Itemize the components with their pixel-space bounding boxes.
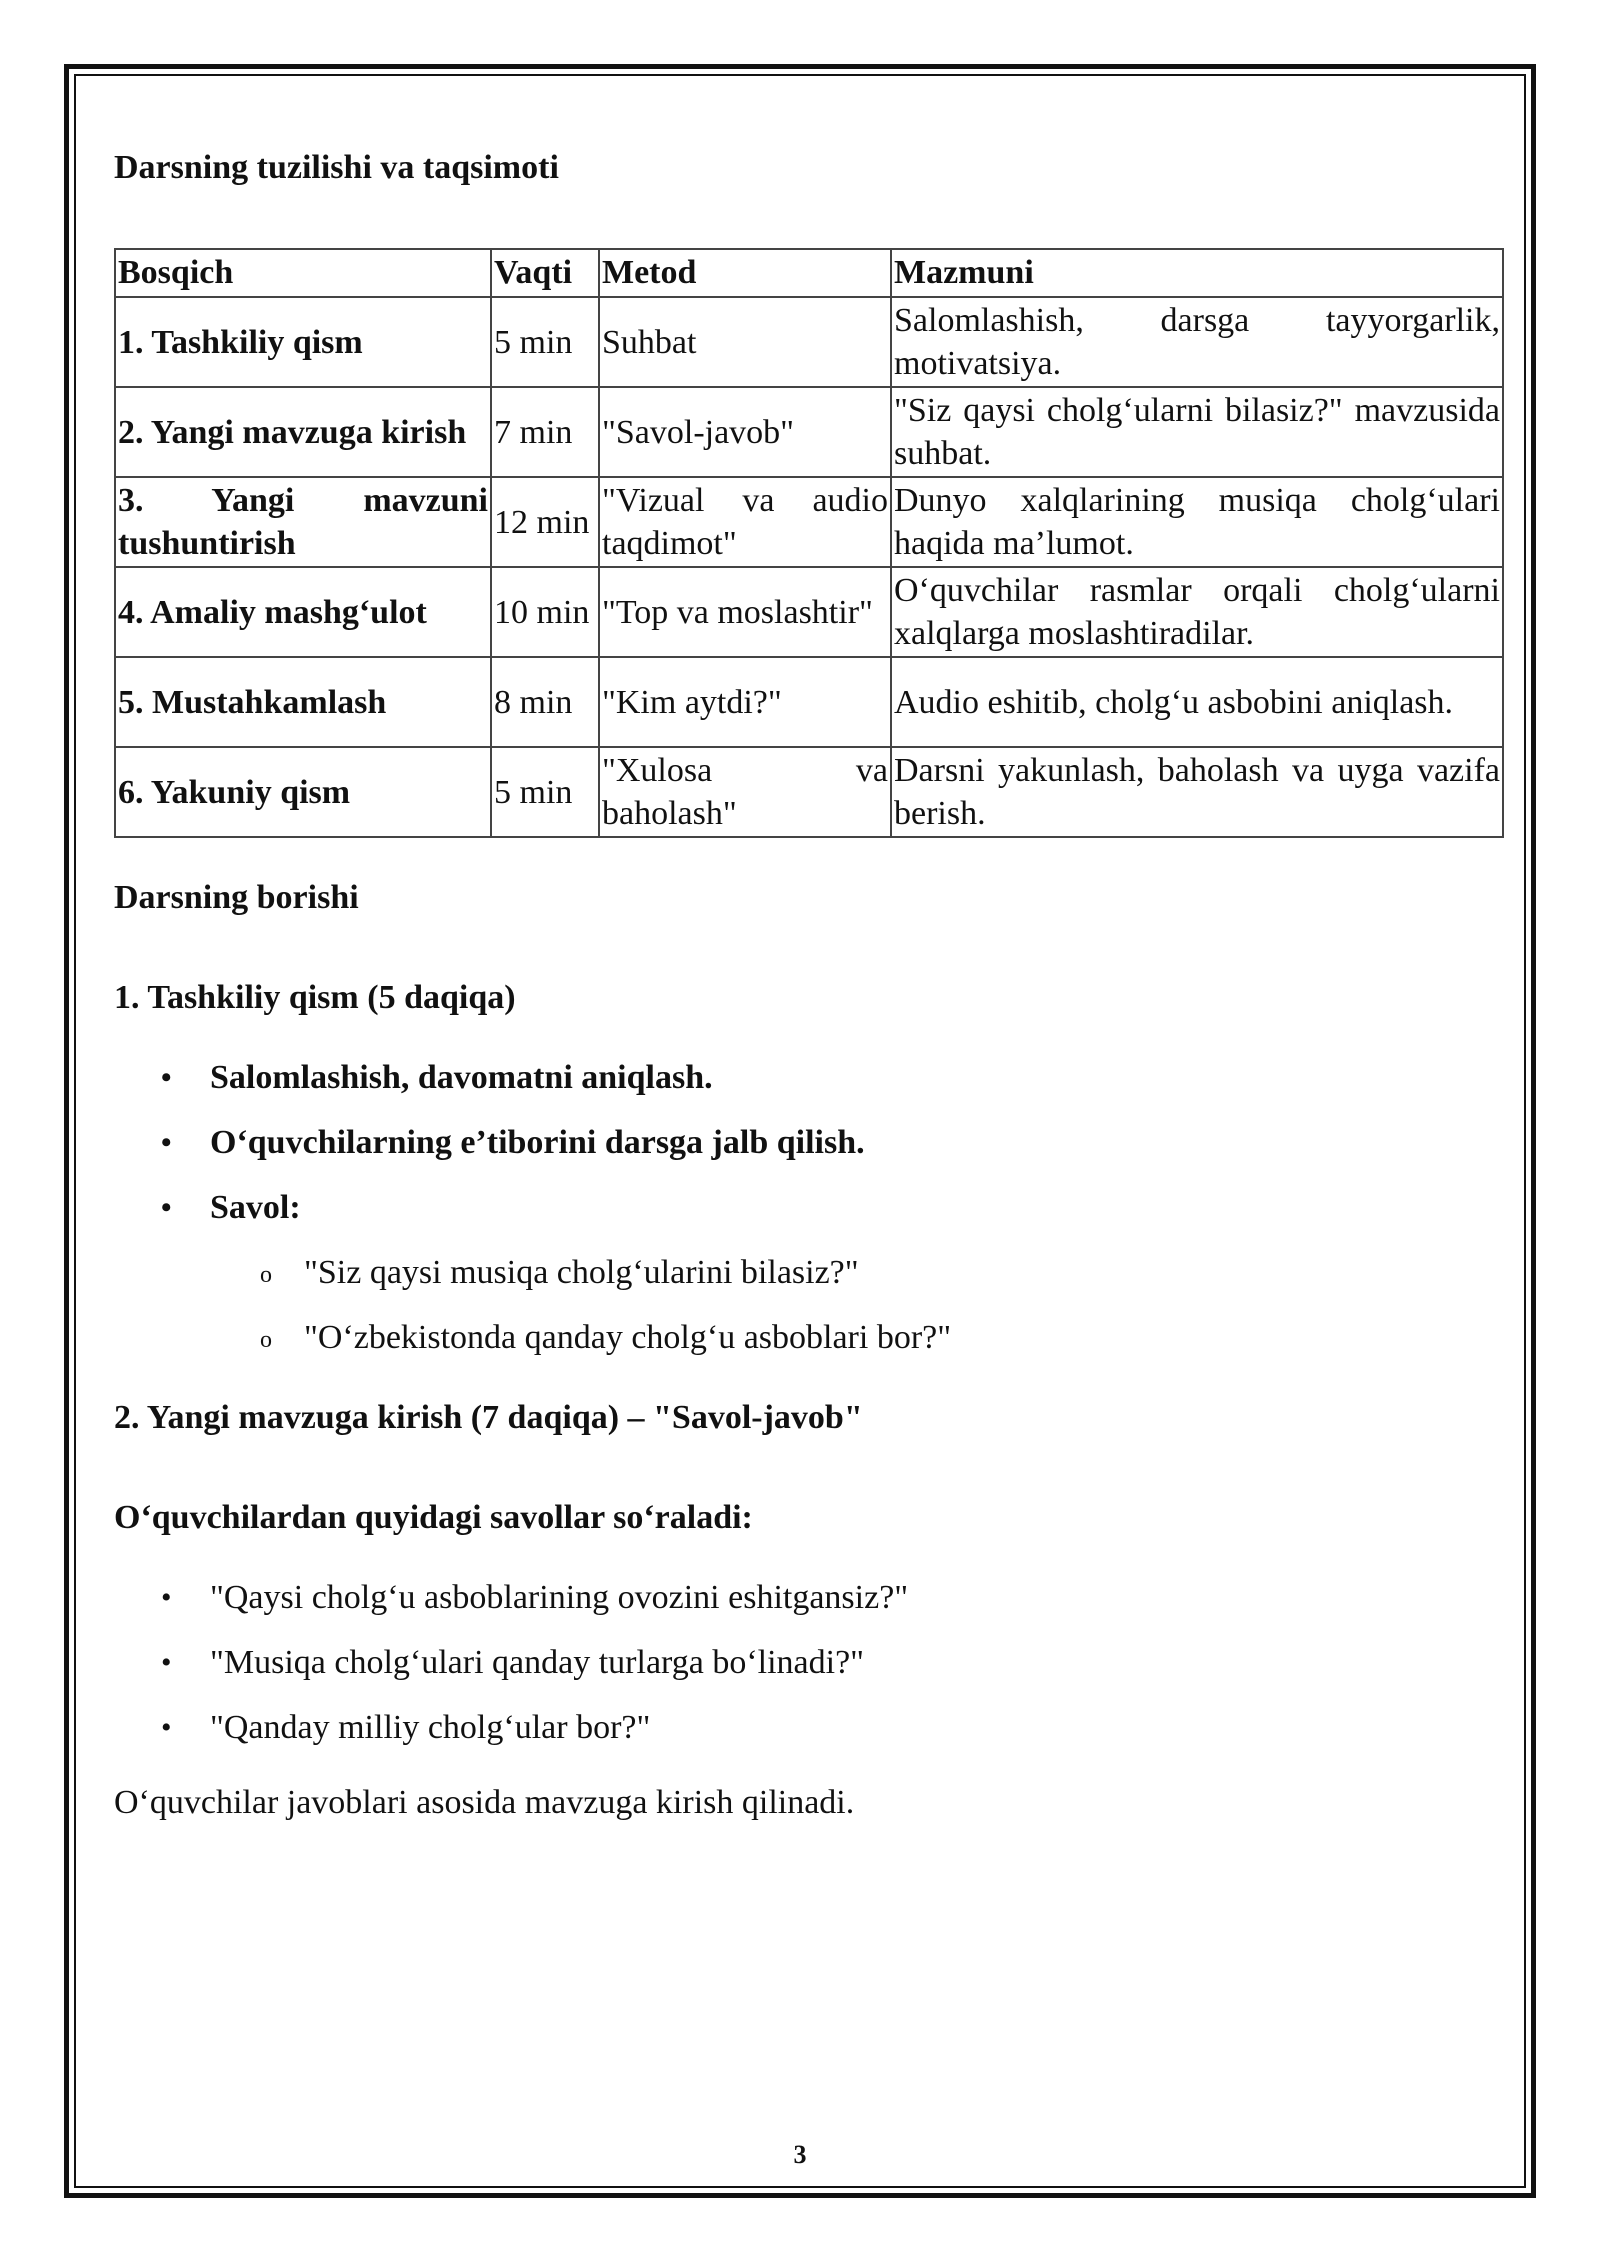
method-cell: Suhbat: [599, 297, 891, 387]
method-cell: "Savol-javob": [599, 387, 891, 477]
list-item: [114, 1188, 1502, 1358]
stage-cell: 1. Tashkiliy qism: [115, 297, 491, 387]
question-sub-list: [210, 1253, 1502, 1358]
content-cell: Audio eshitib, cholg‘u asbobini aniqlash.: [891, 657, 1503, 747]
lesson-structure-table: [114, 248, 1504, 838]
table-row: [115, 567, 1503, 657]
page-content: [114, 148, 1502, 1823]
column-header-method: Metod: [599, 249, 891, 297]
stage-cell: 6. Yakuniy qism: [115, 747, 491, 837]
column-header-stage: Bosqich: [115, 249, 491, 297]
content-cell: Darsni yakunlash, baholash va uyga vazifa berish.: [891, 747, 1503, 837]
list-item-text: "Musiqa cholg‘ulari qanday turlarga bo‘linadi?": [210, 1644, 865, 1681]
list-item-text: Savol:: [210, 1189, 301, 1226]
method-cell: "Xulosa va baholash": [599, 747, 891, 837]
circle-bullet-icon: o: [260, 1327, 272, 1353]
step2-question-list: [114, 1578, 1502, 1748]
method-cell: "Kim aytdi?": [599, 657, 891, 747]
time-cell: 8 min: [491, 657, 599, 747]
sub-list-item-text: "O‘zbekistonda qanday cholg‘u asboblari bor?": [304, 1319, 952, 1356]
table-header-row: [115, 249, 1503, 297]
list-item-text: Salomlashish, davomatni aniqlash.: [210, 1059, 713, 1096]
content-cell: Salomlashish, darsga tayyorgarlik, motivatsiya.: [891, 297, 1503, 387]
time-cell: 7 min: [491, 387, 599, 477]
time-cell: 5 min: [491, 297, 599, 387]
sub-list-item: [114, 1318, 1502, 1358]
section-title-lesson-flow: Darsning borishi: [114, 879, 359, 916]
list-item: [114, 1058, 1502, 1098]
content-cell: "Siz qaysi cholg‘ularni bilasiz?" mavzusida suhbat.: [891, 387, 1503, 477]
bullet-icon: •: [161, 1711, 172, 1744]
table-row: [115, 657, 1503, 747]
circle-bullet-icon: o: [260, 1262, 272, 1288]
list-item-text: "Qanday milliy cholg‘ular bor?": [210, 1709, 651, 1746]
bullet-icon: •: [161, 1191, 172, 1224]
table-row: [115, 477, 1503, 567]
list-item-text: "Qaysi cholg‘u asboblarining ovozini eshitgansiz?": [210, 1579, 909, 1616]
bullet-icon: •: [161, 1646, 172, 1679]
stage-cell: 2. Yangi mavzuga kirish: [115, 387, 491, 477]
table-row: [115, 747, 1503, 837]
section-title-structure: Darsning tuzilishi va taqsimoti: [114, 149, 559, 186]
content-cell: O‘quvchilar rasmlar orqali cholg‘ularni xalqlarga moslashtiradilar.: [891, 567, 1503, 657]
table-row: [115, 387, 1503, 477]
stage-cell: 4. Amaliy mashg‘ulot: [115, 567, 491, 657]
list-item: [114, 1123, 1502, 1163]
page-number: 3: [793, 2140, 807, 2169]
sub-list-item: [114, 1253, 1502, 1293]
stage-cell: 5. Mustahkamlash: [115, 657, 491, 747]
closing-paragraph: O‘quvchilar javoblari asosida mavzuga kirish qilinadi.: [114, 1784, 855, 1821]
column-header-time: Vaqti: [491, 249, 599, 297]
questions-heading: O‘quvchilardan quyidagi savollar so‘raladi:: [114, 1499, 753, 1536]
list-item: [114, 1578, 1502, 1618]
step2-heading: 2. Yangi mavzuga kirish (7 daqiqa) – "Savol-javob": [114, 1399, 863, 1436]
method-cell: "Top va moslashtir": [599, 567, 891, 657]
list-item: [114, 1708, 1502, 1748]
bullet-icon: •: [161, 1126, 172, 1159]
step1-bullet-list: [114, 1058, 1502, 1358]
column-header-content: Mazmuni: [891, 249, 1503, 297]
time-cell: 10 min: [491, 567, 599, 657]
time-cell: 12 min: [491, 477, 599, 567]
sub-list-item-text: "Siz qaysi musiqa cholg‘ularini bilasiz?": [304, 1254, 859, 1291]
time-cell: 5 min: [491, 747, 599, 837]
content-cell: Dunyo xalqlarining musiqa cholg‘ulari haqida ma’lumot.: [891, 477, 1503, 567]
stage-cell: 3. Yangi mavzuni tushuntirish: [115, 477, 491, 567]
bullet-icon: •: [161, 1061, 172, 1094]
table-row: [115, 297, 1503, 387]
step1-heading: 1. Tashkiliy qism (5 daqiqa): [114, 979, 516, 1016]
list-item: [114, 1643, 1502, 1683]
list-item-text: O‘quvchilarning e’tiborini darsga jalb qilish.: [210, 1124, 865, 1161]
method-cell: "Vizual va audio taqdimot": [599, 477, 891, 567]
bullet-icon: •: [161, 1581, 172, 1614]
